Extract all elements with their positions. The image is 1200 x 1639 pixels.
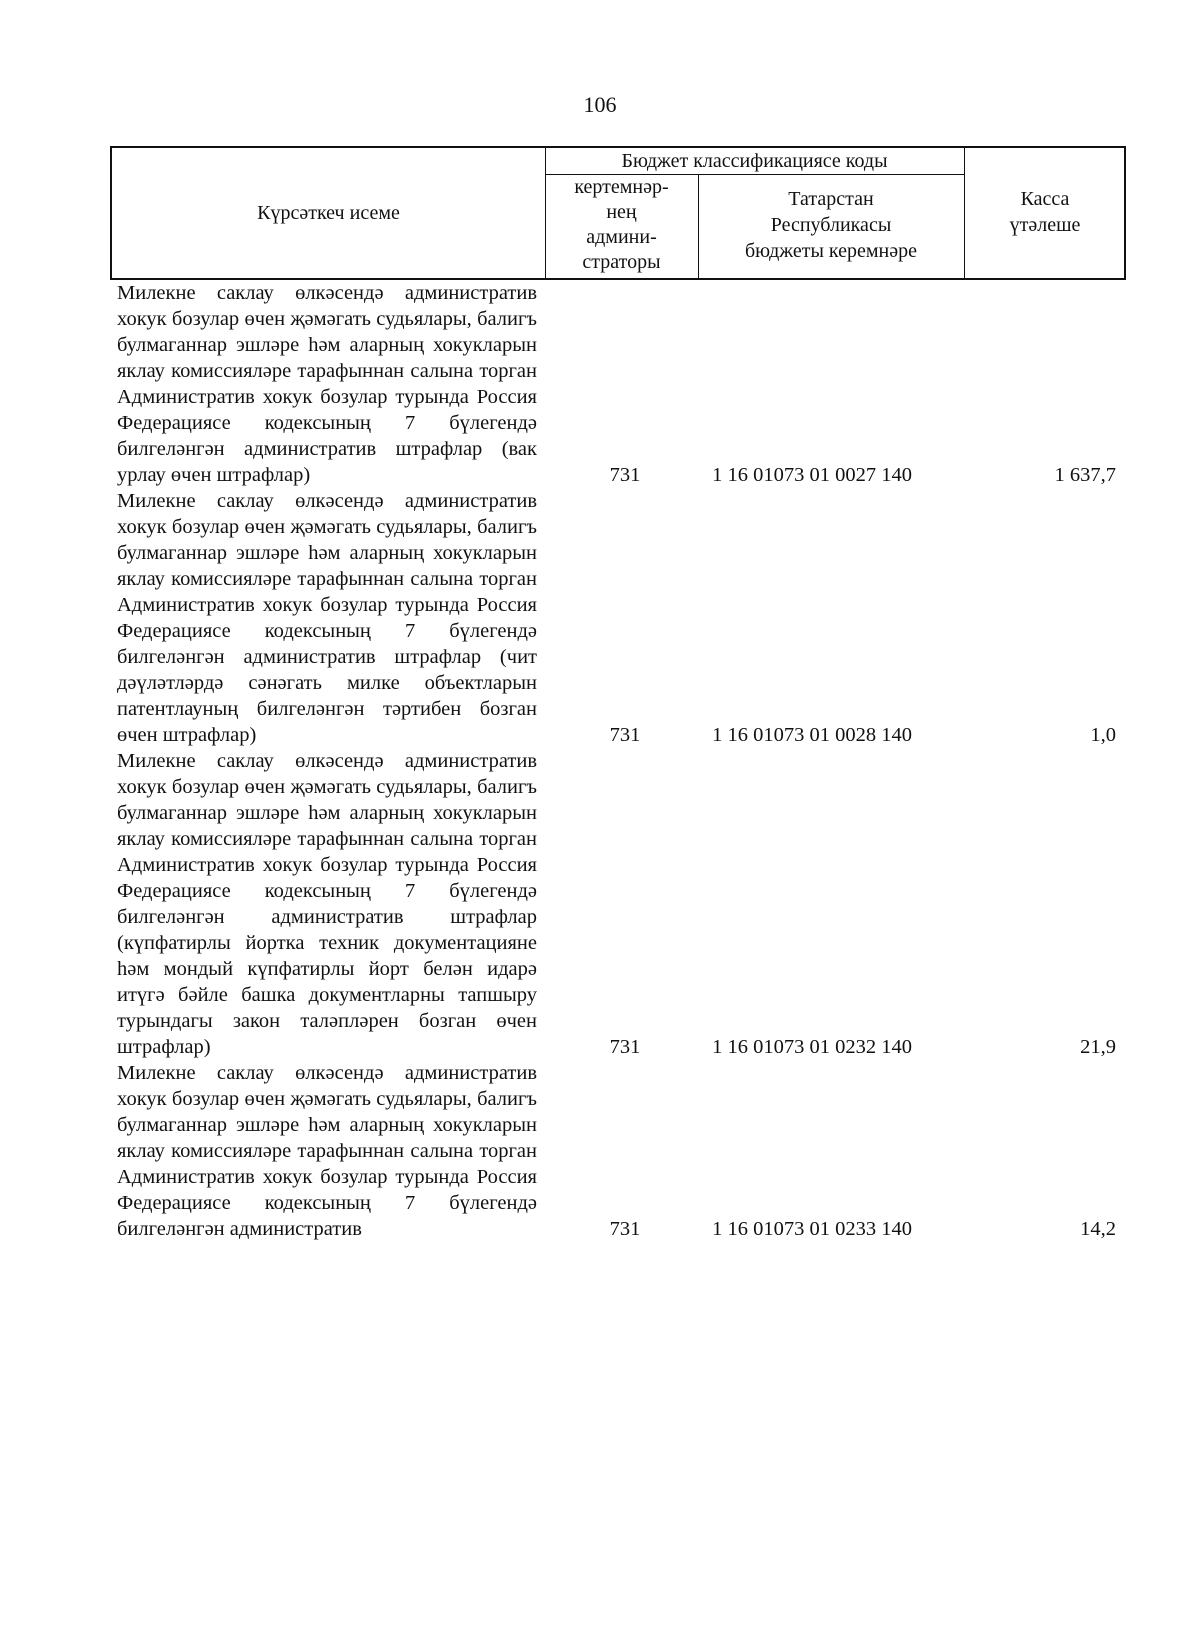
table-body: [117, 280, 1126, 1242]
cash-amount: 14,2: [1080, 1218, 1116, 1240]
budget-code: 1 16 01073 01 0027 140: [712, 464, 912, 486]
cash-amount: 21,9: [1080, 1036, 1116, 1058]
column-header-cash-execution: [964, 186, 1126, 238]
cash-amount: 1,0: [1090, 724, 1116, 746]
administrator-code: 731: [609, 1036, 641, 1058]
administrator-code: 731: [609, 724, 641, 746]
table-row: [117, 748, 1126, 1060]
cash-amount: 1 637,7: [1054, 464, 1116, 486]
indicator-name: Милекне саклау өлкәсендә административ хокук бозулар өчен җәмәгать судьялары, балигъ булмаганнар эшләре һәм аларның хокукларын яклау комиссияләре тарафыннан салына торган Административ хокук бозулар турында Россия Федерациясе кодексының 7 бүлегендә билгеләнгән административ штрафлар (вак урлау өчен штрафлар): [117, 282, 537, 486]
budget-code: 1 16 01073 01 0233 140: [712, 1218, 912, 1240]
header-line: Татарстан: [788, 188, 874, 210]
header-line: Касса: [1020, 188, 1070, 210]
header-line: Республикасы: [770, 214, 892, 236]
column-header-administrators: [545, 175, 698, 275]
budget-code: 1 16 01073 01 0028 140: [712, 724, 912, 746]
administrator-code: 731: [609, 1218, 641, 1240]
budget-code: 1 16 01073 01 0232 140: [712, 1036, 912, 1058]
table-row: [117, 488, 1126, 748]
page-number: 106: [583, 92, 617, 117]
indicator-name: Милекне саклау өлкәсендә административ хокук бозулар өчен җәмәгать судьялары, балигъ булмаганнар эшләре һәм аларның хокукларын яклау комиссияләре тарафыннан салына торган Административ хокук бозулар турында Россия Федерациясе кодексының 7 бүлегендә билгеләнгән административ штрафлар (чит дәүләтләрдә сәнәгать милке объектларын патентлауның билгеләнгән тәртибен бозган өчен штрафлар): [117, 490, 537, 746]
header-line: страторы: [582, 251, 661, 273]
header-line: кертемнәр-: [574, 176, 669, 198]
table-row: [117, 1060, 1126, 1242]
header-line: бюджеты керемнәре: [745, 240, 917, 262]
indicator-name: Милекне саклау өлкәсендә административ хокук бозулар өчен җәмәгать судьялары, балигъ булмаганнар эшләре һәм аларның хокукларын яклау комиссияләре тарафыннан салына торган Административ хокук бозулар турында Россия Федерациясе кодексының 7 бүлегендә билгеләнгән административ: [117, 1062, 537, 1240]
column-header-indicator: Күрсәткеч исеме: [257, 202, 400, 224]
table-header: [110, 146, 1126, 280]
header-line: нең: [606, 201, 637, 223]
indicator-name: Милекне саклау өлкәсендә административ хокук бозулар өчен җәмәгать судьялары, балигъ булмаганнар эшләре һәм аларның хокукларын яклау комиссияләре тарафыннан салына торган Административ хокук бозулар турында Россия Федерациясе кодексының 7 бүлегендә билгеләнгән административ штрафлар (күпфатирлы йортка техник документацияне һәм мондый күпфатирлы йорт белән идарә итүгә бәйле башка документларны тапшыру турындагы закон таләпләрен бозган өчен штрафлар): [117, 750, 537, 1058]
administrator-code: 731: [609, 464, 641, 486]
header-line: админи-: [586, 226, 657, 248]
column-header-budget-classification: Бюджет классификациясе коды: [621, 150, 888, 172]
table-row: [117, 280, 1126, 488]
header-line: үтәлеше: [1009, 214, 1081, 236]
column-header-revenues: [698, 186, 964, 264]
